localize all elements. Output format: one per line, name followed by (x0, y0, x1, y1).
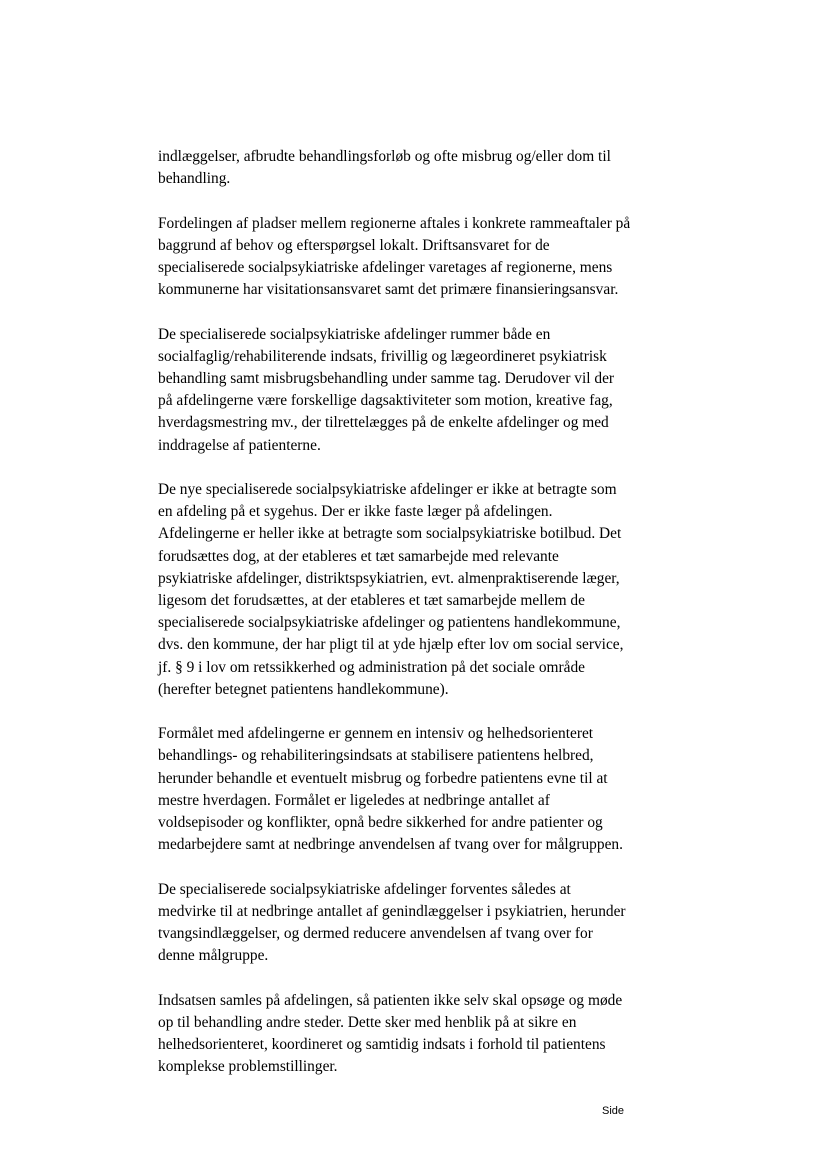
text-line: psykiatriske afdelinger, distriktspsykiatrien, evt. almenpraktiserende læger, (158, 569, 620, 587)
text-line: Indsatsen samles på afdelingen, så patienten ikke selv skal opsøge og møde (158, 991, 623, 1009)
text-line: tvangsindlæggelser, og dermed reducere anvendelsen af tvang over for (158, 925, 593, 943)
body-text (158, 146, 678, 1101)
paragraph (158, 990, 678, 1079)
text-line: komplekse problemstillinger. (158, 1058, 338, 1076)
text-line: hverdagsmestring mv., der tilrettelægges på de enkelte afdelinger og med (158, 414, 609, 432)
text-line: De specialiserede socialpsykiatriske afdelinger forventes således at (158, 880, 571, 898)
text-line: kommunerne har visitationsansvaret samt det primære finansieringsansvar. (158, 281, 619, 299)
text-line: jf. § 9 i lov om retssikkerhed og administration på det sociale område (158, 658, 585, 676)
text-line: specialiserede socialpsykiatriske afdelinger varetages af regionerne, mens (158, 259, 613, 276)
text-line: De nye specialiserede socialpsykiatriske afdelinger er ikke at betragte som (158, 481, 617, 498)
paragraph (158, 479, 678, 701)
text-line: De specialiserede socialpsykiatriske afdelinger rummer både en (158, 325, 551, 343)
text-line: op til behandling andre steder. Dette sker med henblik på at sikre en (158, 1013, 577, 1031)
paragraph (158, 324, 678, 457)
text-line: inddragelse af patienterne. (158, 436, 321, 454)
paragraph (158, 723, 678, 856)
text-line: forudsættes dog, at der etableres et tæt samarbejde med relevante (158, 547, 559, 565)
text-line: ligesom det forudsættes, at der etableres et tæt samarbejde mellem de (158, 592, 585, 610)
text-line: baggrund af behov og efterspørgsel lokalt. Driftsansvaret for de (158, 236, 550, 254)
paragraph (158, 146, 678, 190)
text-line: en afdeling på et sygehus. Der er ikke faste læger på afdelingen. (158, 503, 553, 521)
paragraph (158, 213, 678, 302)
text-line: (herefter betegnet patientens handlekommune). (158, 680, 449, 698)
text-line: dvs. den kommune, der har pligt til at yde hjælp efter lov om social service, (158, 636, 624, 654)
text-line: specialiserede socialpsykiatriske afdelinger og patientens handlekommune, (158, 614, 621, 632)
text-line: helhedsorienteret, koordineret og samtidig indsats i forhold til patientens (158, 1036, 606, 1054)
text-line: herunder behandle et eventuelt misbrug og forbedre patientens evne til at (158, 769, 608, 787)
page-footer-label: Side (602, 1105, 625, 1117)
text-line: behandling samt misbrugsbehandling under samme tag. Derudover vil der (158, 370, 615, 387)
text-line: medarbejdere samt at nedbringe anvendelsen af tvang over for målgruppen. (158, 836, 623, 854)
text-line: behandling. (158, 170, 231, 188)
text-line: mestre hverdagen. Formålet er ligeledes at nedbringe antallet af (158, 791, 550, 809)
text-line: behandlings- og rehabiliteringsindsats at stabilisere patientens helbred, (158, 747, 594, 765)
text-line: voldsepisoder og konflikter, opnå bedre sikkerhed for andre patienter og (158, 814, 603, 832)
text-line: indlæggelser, afbrudte behandlingsforløb og ofte misbrug og/eller dom til (158, 148, 611, 165)
text-line: på afdelingerne være forskellige dagsaktiviteter som motion, kreative fag, (158, 392, 613, 410)
text-line: Formålet med afdelingerne er gennem en intensiv og helhedsorienteret (158, 725, 594, 743)
text-line: denne målgruppe. (158, 947, 269, 965)
text-line: Fordelingen af pladser mellem regionerne aftales i konkrete rammeaftaler på (158, 214, 631, 232)
text-line: Afdelingerne er heller ikke at betragte som socialpsykiatriske botilbud. Det (158, 525, 622, 543)
text-line: socialfaglig/rehabiliterende indsats, frivillig og lægeordineret psykiatrisk (158, 347, 607, 365)
paragraph (158, 879, 678, 968)
text-line: medvirke til at nedbringe antallet af genindlæggelser i psykiatrien, herunder (158, 902, 626, 920)
